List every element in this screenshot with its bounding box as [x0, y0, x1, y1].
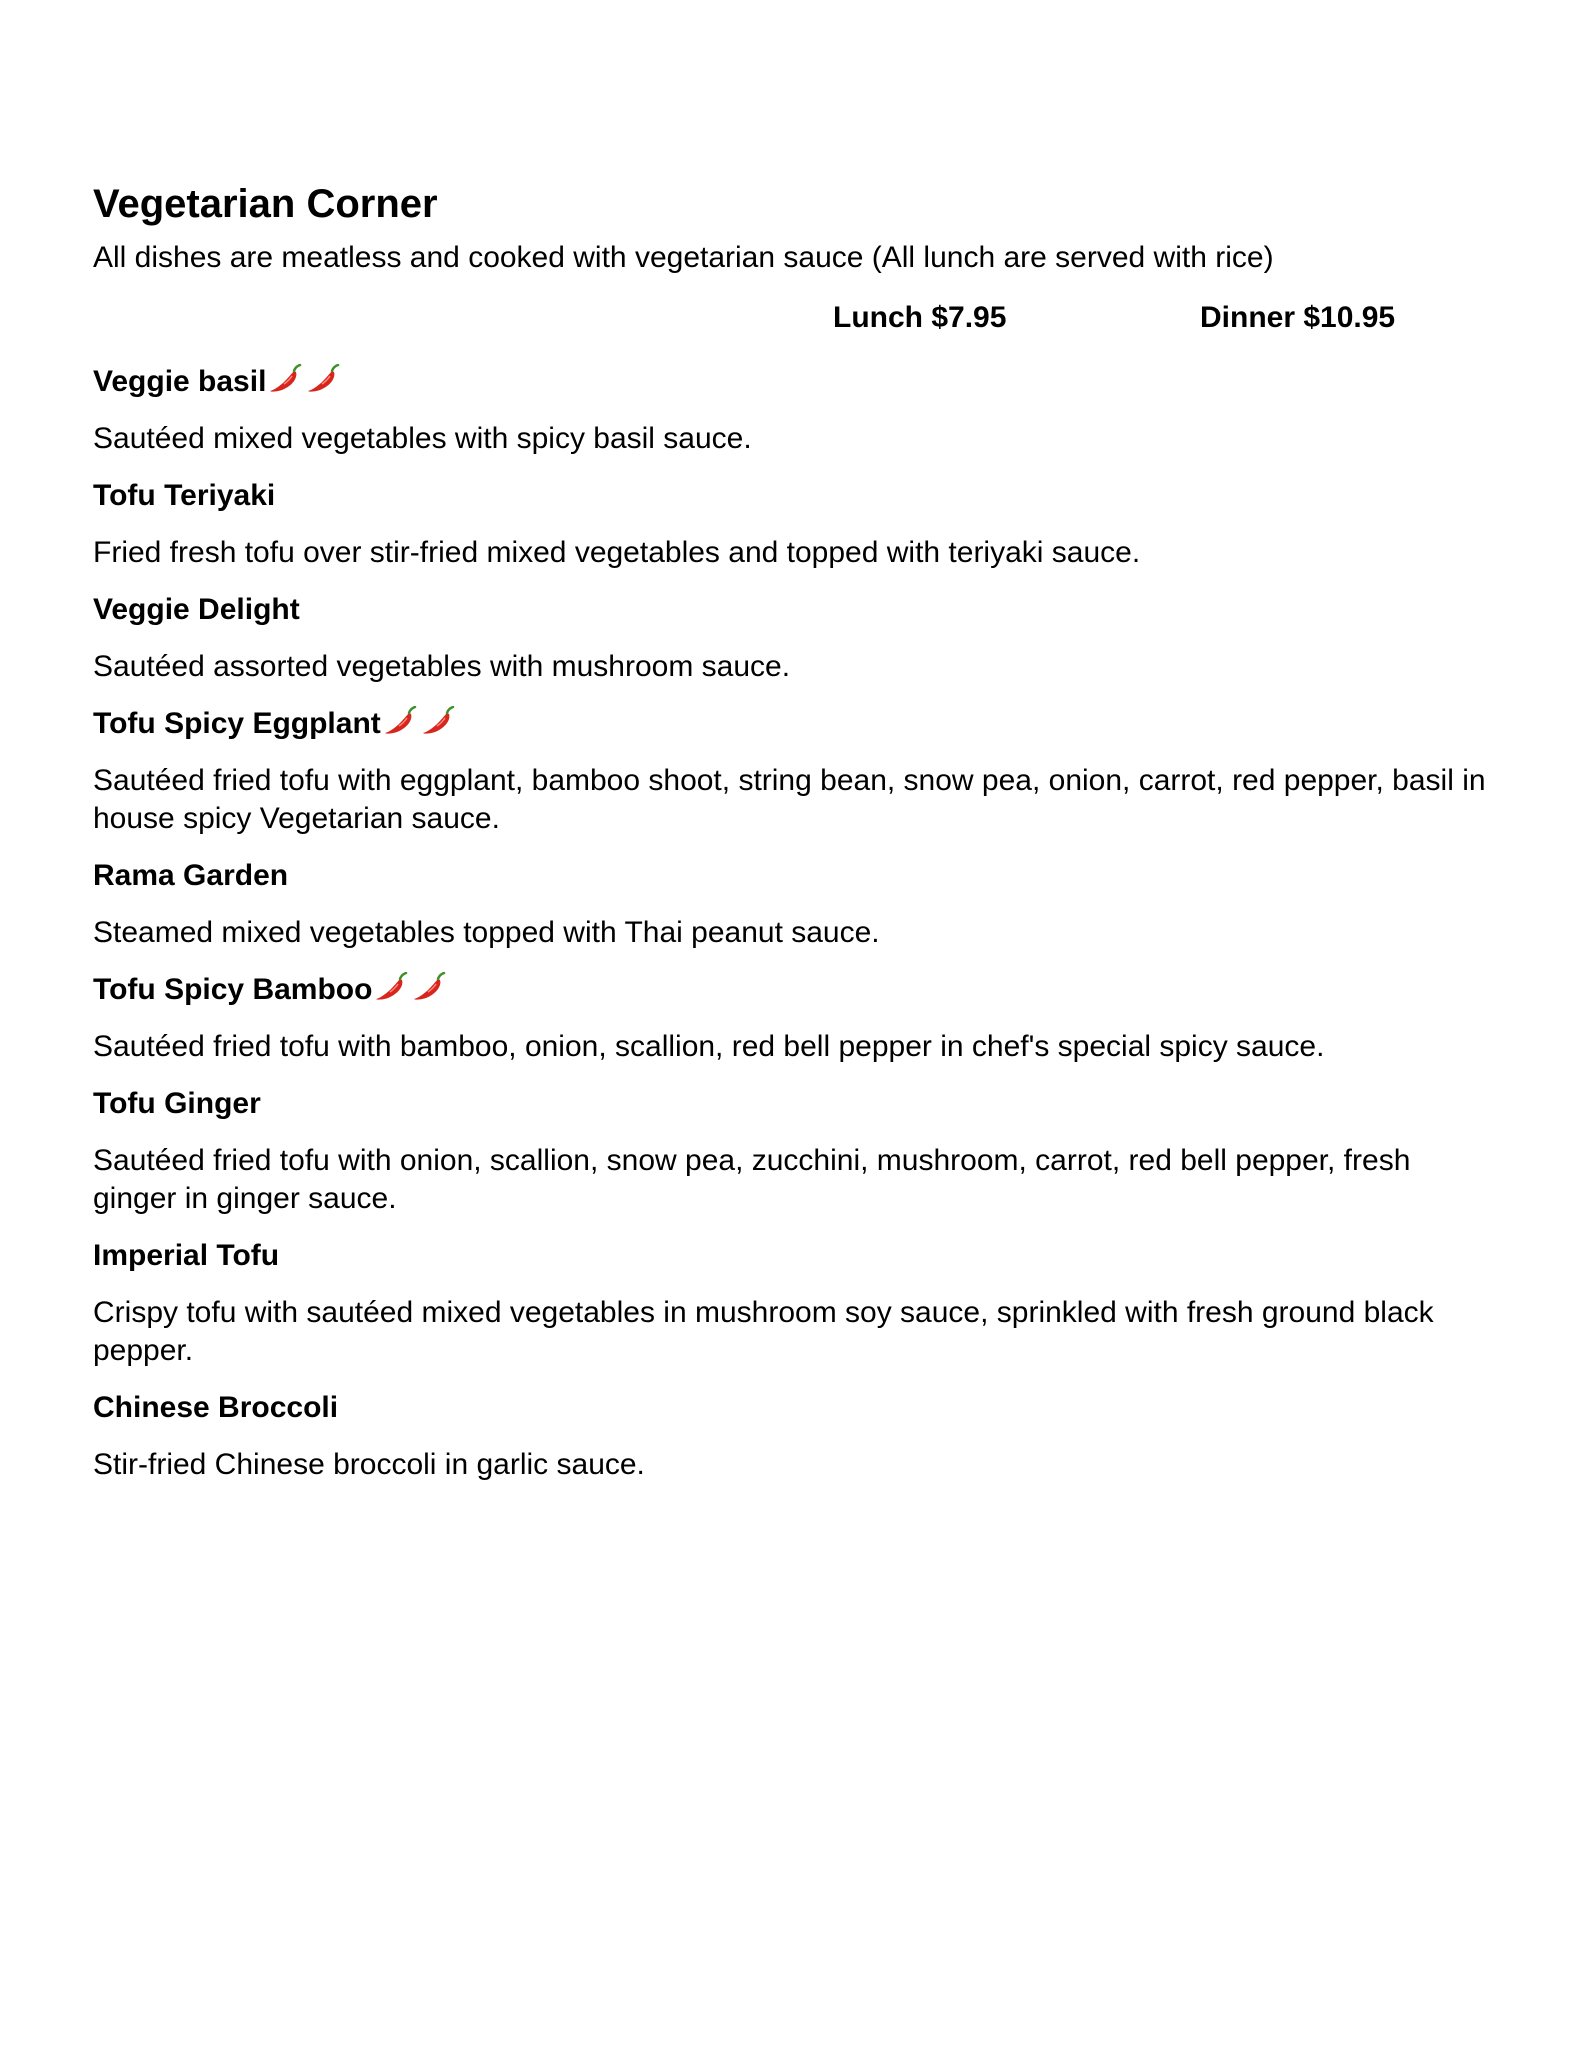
dish-name: Tofu Teriyaki — [93, 479, 276, 512]
dish-item — [93, 362, 1493, 458]
lunch-price: Lunch $7.95 — [833, 301, 1007, 334]
dish-description: Sautéed assorted vegetables with mushroom sauce. — [93, 650, 791, 683]
dish-item — [93, 476, 1493, 572]
dish-name: Chinese Broccoli — [93, 1391, 339, 1424]
dish-name: Imperial Tofu — [93, 1239, 280, 1272]
dish-name-row — [93, 856, 1493, 896]
chili-pepper-icon — [412, 972, 448, 1004]
chili-pepper-icon — [374, 972, 410, 1004]
chili-pepper-icon — [268, 364, 304, 396]
dish-item — [93, 590, 1493, 686]
spicy-indicator — [383, 704, 459, 744]
dish-description: Fried fresh tofu over stir-fried mixed vegetables and topped with teriyaki sauce. — [93, 536, 1141, 569]
dish-name-row — [93, 1084, 1493, 1124]
dish-name-row — [93, 1236, 1493, 1276]
chili-pepper-icon — [383, 706, 419, 738]
dish-description: Steamed mixed vegetables topped with Thai peanut sauce. — [93, 916, 880, 949]
chili-pepper-icon — [306, 364, 342, 396]
dish-item — [93, 970, 1493, 1066]
dish-description: Sautéed fried tofu with bamboo, onion, scallion, red bell pepper in chef's special spicy sauce. — [93, 1030, 1325, 1063]
dish-name-row — [93, 362, 1493, 402]
dish-name: Veggie Delight — [93, 593, 300, 626]
dish-name-row — [93, 970, 1493, 1010]
vegetarian-section — [93, 180, 1493, 1502]
dish-name: Tofu Spicy Bamboo — [93, 973, 373, 1006]
dish-description: Sautéed mixed vegetables with spicy basil sauce. — [93, 422, 752, 455]
dish-description: Stir-fried Chinese broccoli in garlic sauce. — [93, 1448, 645, 1481]
spicy-indicator — [268, 362, 344, 402]
dish-name-row — [93, 476, 1493, 516]
dish-item — [93, 1236, 1493, 1370]
dish-name: Rama Garden — [93, 859, 289, 892]
dish-name: Tofu Ginger — [93, 1087, 261, 1120]
dish-name-row — [93, 1388, 1493, 1428]
chili-pepper-icon — [421, 706, 457, 738]
dish-item — [93, 1388, 1493, 1484]
dish-name: Veggie basil — [93, 365, 267, 398]
dish-name: Tofu Spicy Eggplant — [93, 707, 381, 740]
dish-description: Sautéed fried tofu with onion, scallion, snow pea, zucchini, mushroom, carrot, red bell pepper, fresh ginger in ginger sauce. — [93, 1144, 1411, 1215]
dish-name-row — [93, 590, 1493, 630]
section-title: Vegetarian Corner — [93, 182, 438, 226]
section-subtitle: All dishes are meatless and cooked with vegetarian sauce (All lunch are served with rice) — [93, 241, 1274, 274]
dish-item — [93, 1084, 1493, 1218]
dish-item — [93, 856, 1493, 952]
dinner-price: Dinner $10.95 — [1200, 301, 1396, 334]
spicy-indicator — [374, 970, 450, 1010]
dish-description: Crispy tofu with sautéed mixed vegetables in mushroom soy sauce, sprinkled with fresh ground black pepper. — [93, 1296, 1434, 1367]
dish-description: Sautéed fried tofu with eggplant, bamboo shoot, string bean, snow pea, onion, carrot, red pepper, basil in house spicy Vegetarian sauce. — [93, 764, 1486, 835]
dish-item — [93, 704, 1493, 838]
price-row — [93, 298, 1493, 338]
dish-list — [93, 362, 1493, 1484]
dish-name-row — [93, 704, 1493, 744]
